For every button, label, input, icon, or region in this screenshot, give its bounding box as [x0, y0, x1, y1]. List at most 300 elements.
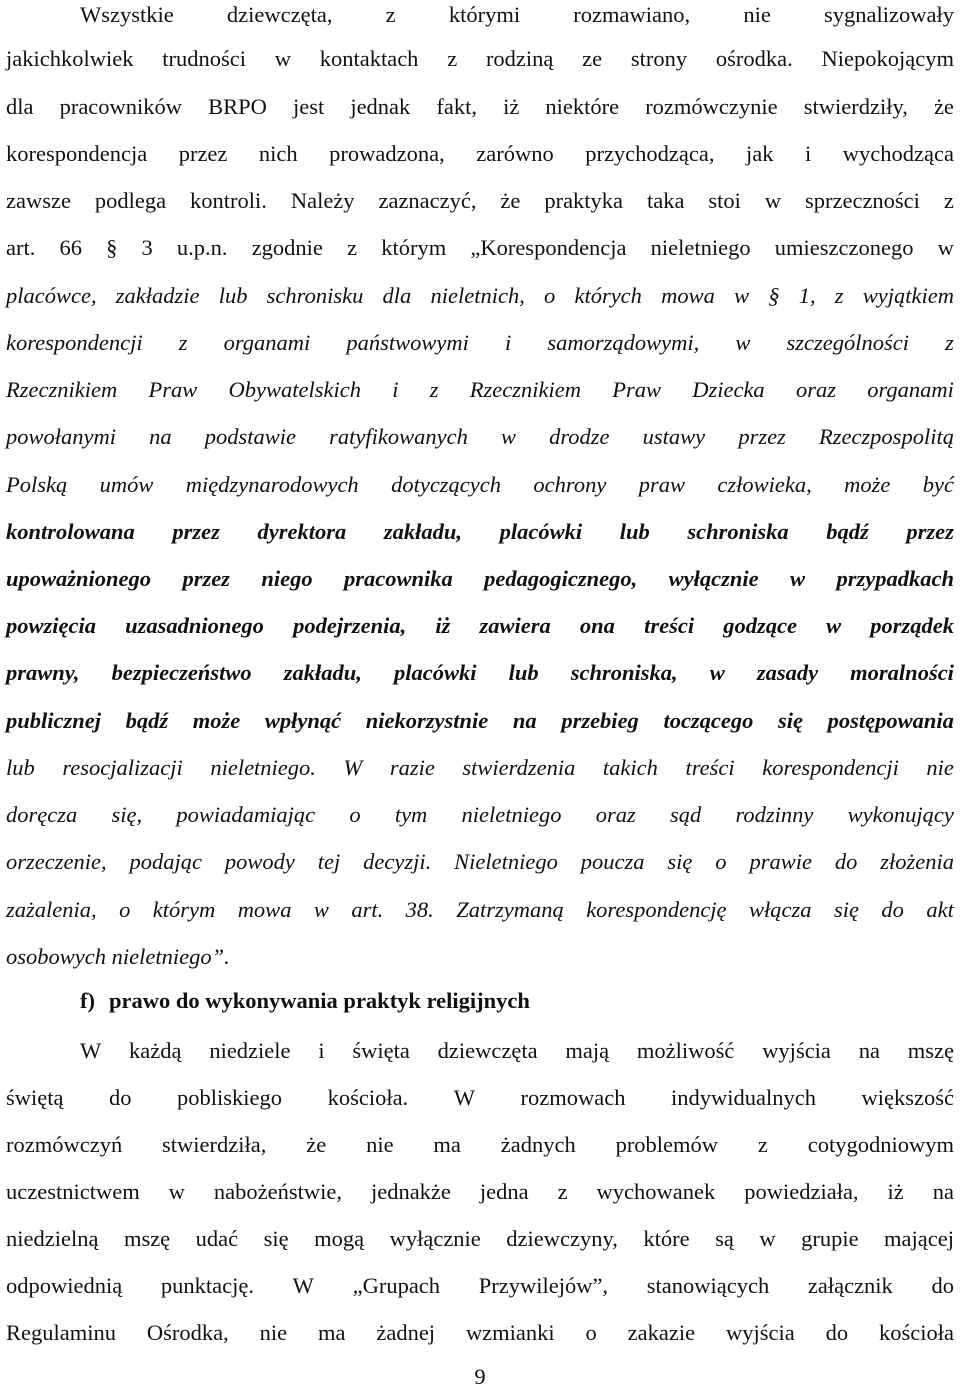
text-run	[6, 895, 954, 925]
word: do	[825, 1320, 849, 1345]
text-line-21	[6, 942, 954, 972]
word: oraz	[595, 802, 636, 827]
word: poucza	[580, 849, 645, 874]
word: nie	[926, 755, 954, 780]
word: lub	[619, 519, 650, 544]
text-line-4	[6, 139, 954, 169]
word: człowieka,	[717, 472, 812, 497]
word: godzące	[723, 613, 797, 638]
word: 38.	[405, 897, 434, 922]
word: każdą	[129, 1038, 182, 1063]
word: „Korespondencja	[470, 235, 627, 260]
word: w	[500, 424, 516, 449]
word: rozmawiano,	[573, 2, 691, 27]
word: pedagogicznego,	[484, 566, 638, 591]
word: umów	[99, 472, 154, 497]
word: Należy	[290, 188, 355, 213]
word: Rzeczpospolitą	[818, 424, 954, 449]
word: powiadamiając	[176, 802, 316, 827]
word: Ośrodka,	[146, 1320, 229, 1345]
text-line-2	[6, 44, 954, 74]
word: Nieletniego	[454, 849, 558, 874]
word: mszę	[907, 1038, 954, 1063]
word: W	[80, 1038, 102, 1063]
word: w	[313, 897, 329, 922]
text-run	[6, 706, 954, 736]
text-run	[6, 281, 954, 311]
text-run	[6, 1130, 954, 1160]
word: jak	[746, 141, 774, 166]
word: niedziele	[209, 1038, 291, 1063]
word: jedna	[479, 1179, 529, 1204]
word: pracownika	[344, 566, 453, 591]
word: kontrolowana	[6, 519, 135, 544]
word: Zatrzymaną	[456, 897, 564, 922]
word: przez	[906, 519, 954, 544]
text-run	[6, 753, 954, 783]
text-run	[6, 517, 954, 547]
word: na	[932, 1179, 954, 1204]
word: fakt,	[436, 94, 477, 119]
word: nie	[743, 2, 771, 27]
word: włącza	[749, 897, 812, 922]
word: treści	[644, 613, 695, 638]
word: Rzecznikiem	[469, 377, 581, 402]
word: w	[734, 283, 750, 308]
word: i	[505, 330, 512, 355]
word: Dziecka	[692, 377, 765, 402]
word: organami	[223, 330, 311, 355]
word: drodze	[549, 424, 610, 449]
word: uzasadnionego	[125, 613, 264, 638]
word: na	[149, 424, 172, 449]
word: kontroli.	[190, 188, 267, 213]
word: tym	[394, 802, 428, 827]
word: którymi	[448, 2, 521, 27]
word: mogą	[314, 1226, 365, 1251]
text-line-20	[6, 895, 954, 925]
word: którym	[152, 897, 216, 922]
word: schronisku	[266, 283, 364, 308]
word: przez	[738, 424, 786, 449]
text-run	[6, 1318, 954, 1348]
word: publicznej	[6, 708, 102, 733]
word: w	[764, 188, 782, 213]
word: ustawy	[642, 424, 706, 449]
word: wpłynąć	[264, 708, 342, 733]
word: mają	[565, 1038, 610, 1063]
word: BRPO	[208, 94, 267, 119]
word: lub	[508, 660, 539, 685]
word: praw	[638, 472, 685, 497]
word: do	[834, 849, 858, 874]
word: dla	[382, 283, 412, 308]
word: w	[274, 46, 291, 71]
word: odpowiednią	[6, 1273, 123, 1298]
text-run	[6, 564, 954, 594]
text-line-15	[6, 658, 954, 688]
word: kościoła.	[327, 1085, 409, 1110]
text-run	[6, 658, 954, 688]
text-run	[6, 470, 954, 500]
text-line-22	[80, 1036, 954, 1066]
text-line-25	[6, 1177, 954, 1207]
word: Rzecznikiem	[6, 377, 118, 402]
word: sygnalizowały	[824, 2, 954, 27]
page-number: 9	[474, 1364, 486, 1389]
word: prawie	[749, 849, 812, 874]
word: dziewczęta,	[226, 2, 333, 27]
word: może	[844, 472, 891, 497]
word: art.	[6, 235, 36, 260]
text-line-18	[6, 800, 954, 830]
word: toczącego	[663, 708, 754, 733]
word: organami	[867, 377, 954, 402]
word: Obywatelskich	[228, 377, 361, 402]
word: bezpieczeństwo	[111, 660, 252, 685]
text-run	[6, 1177, 954, 1207]
word: wyjścia	[762, 1038, 831, 1063]
word: zasady	[756, 660, 819, 685]
word: o	[119, 897, 131, 922]
word: praktyka	[544, 188, 624, 213]
text-run	[6, 611, 954, 641]
word: się	[833, 897, 859, 922]
word: nieletniego	[461, 802, 562, 827]
word: cotygodniowym	[807, 1132, 954, 1157]
word: o	[349, 802, 361, 827]
text-line-8	[6, 328, 954, 358]
word: W	[292, 1273, 314, 1298]
word: przez	[182, 566, 230, 591]
word: nie	[259, 1320, 288, 1345]
word: pracowników	[59, 94, 183, 119]
text-line-10	[6, 422, 954, 452]
word: z	[945, 330, 954, 355]
text-run	[6, 422, 954, 452]
word: prowadzona,	[329, 141, 445, 166]
word: mającej	[884, 1226, 954, 1251]
text-run	[80, 1036, 954, 1066]
word: kontaktach	[319, 46, 419, 71]
text-run	[6, 375, 954, 405]
text-line-5	[6, 186, 954, 216]
word: z	[447, 46, 458, 71]
word: z	[347, 235, 358, 260]
word: ratyfikowanych	[329, 424, 468, 449]
word: nich	[258, 141, 298, 166]
word: na	[512, 708, 537, 733]
word: w	[937, 235, 954, 260]
word: w	[168, 1179, 185, 1204]
text-line-14	[6, 611, 954, 641]
word: wyłącznie	[668, 566, 759, 591]
word: powody	[224, 849, 295, 874]
word: z	[557, 1179, 568, 1204]
word: może	[192, 708, 241, 733]
word: korespondencji	[762, 755, 899, 780]
word: zgodnie	[251, 235, 323, 260]
word: razie	[389, 755, 435, 780]
word: ochrony	[533, 472, 607, 497]
word: iż	[503, 94, 520, 119]
word: doręcza	[6, 802, 78, 827]
word: orzeczenie,	[6, 849, 107, 874]
text-run	[6, 44, 954, 74]
word: podejrzenia,	[293, 613, 407, 638]
word: jest	[292, 94, 325, 119]
word: których	[574, 283, 642, 308]
word: dyrektora	[257, 519, 347, 544]
text-run	[6, 233, 954, 263]
word: postępowania	[827, 708, 954, 733]
word: resocjalizacji	[62, 755, 183, 780]
text-run	[80, 0, 954, 30]
word: rozmówczynie	[645, 94, 778, 119]
word: o	[544, 283, 556, 308]
word: bądź	[826, 519, 869, 544]
text-line-11	[6, 470, 954, 500]
text-line-19	[6, 847, 954, 877]
word: być	[922, 472, 954, 497]
word: trudności	[162, 46, 246, 71]
word: ma	[433, 1132, 461, 1157]
word: nieletniego	[650, 235, 751, 260]
word: i	[805, 141, 812, 166]
word: są	[715, 1226, 734, 1251]
word: możliwość	[636, 1038, 735, 1063]
word: wyjścia	[725, 1320, 795, 1345]
word: się	[778, 708, 804, 733]
word: Praw	[612, 377, 661, 402]
word: kościoła	[878, 1320, 954, 1345]
word: rozmowach	[520, 1085, 626, 1110]
word: dziewczęta	[437, 1038, 538, 1063]
word: ze	[582, 46, 603, 71]
word: wzmianki	[465, 1320, 555, 1345]
word: że	[933, 94, 954, 119]
word: Praw	[148, 377, 198, 402]
word: które	[643, 1226, 690, 1251]
word: wyjątkiem	[862, 283, 954, 308]
text-line-3	[6, 92, 954, 122]
word: lub	[6, 755, 35, 780]
word: w	[735, 330, 751, 355]
word: się	[263, 1226, 289, 1251]
word: zarówno	[476, 141, 554, 166]
word: W	[453, 1085, 475, 1110]
word: 66	[59, 235, 82, 260]
word: mowa	[661, 283, 715, 308]
word: przez	[172, 519, 220, 544]
text-line-28	[6, 1318, 954, 1348]
word: stwierdziła,	[162, 1132, 267, 1157]
word: przychodząca,	[585, 141, 715, 166]
text-line-6	[6, 233, 954, 263]
word: się,	[111, 802, 143, 827]
word: udać	[195, 1226, 239, 1251]
word: stwierdzenia	[462, 755, 576, 780]
word: mowa	[237, 897, 292, 922]
word: akt	[926, 897, 954, 922]
word: państwowymi	[346, 330, 469, 355]
word: międzynarodowych	[185, 472, 359, 497]
text-run	[6, 92, 954, 122]
word: żadnych	[500, 1132, 576, 1157]
word: powzięcia	[6, 613, 96, 638]
word: problemów	[615, 1132, 719, 1157]
word: zażalenia,	[6, 897, 97, 922]
word: do	[881, 897, 904, 922]
text-run: osobowych nieletniego”.	[6, 944, 230, 969]
word: stanowiących	[646, 1273, 770, 1298]
word: nabożeństwie,	[213, 1179, 342, 1204]
word: art.	[351, 897, 384, 922]
word: którym	[381, 235, 447, 260]
word: pobliskiego	[177, 1085, 283, 1110]
word: przypadkach	[836, 566, 954, 591]
word: tej	[317, 849, 341, 874]
word: iż	[435, 613, 451, 638]
word: zakładzie	[115, 283, 200, 308]
word: Wszystkie	[80, 2, 174, 27]
word: zakazie	[627, 1320, 696, 1345]
word: zakładu,	[383, 519, 463, 544]
word: ma	[317, 1320, 346, 1345]
word: święta	[352, 1038, 410, 1063]
word: o	[715, 849, 727, 874]
word: grupie	[801, 1226, 859, 1251]
text-line-13	[6, 564, 954, 594]
word: mszę	[123, 1226, 171, 1251]
word: z	[385, 2, 396, 27]
text-run	[6, 139, 954, 169]
heading-text: prawo do wykonywania praktyk religijnych	[109, 988, 530, 1013]
word: iż	[887, 1179, 904, 1204]
word: schroniska	[687, 519, 789, 544]
word: takich	[602, 755, 658, 780]
word: korespondencję	[586, 897, 727, 922]
text-line-17	[6, 753, 954, 783]
word: sprzeczności	[804, 188, 920, 213]
text-line-24	[6, 1130, 954, 1160]
word: oraz	[795, 377, 836, 402]
word: z	[429, 377, 439, 402]
word: prawny,	[6, 660, 80, 685]
word: z	[834, 283, 844, 308]
word: z	[943, 188, 954, 213]
word: z	[757, 1132, 768, 1157]
word: żadnej	[376, 1320, 436, 1345]
word: zaznaczyć,	[378, 188, 477, 213]
word: 1,	[798, 283, 816, 308]
word: §	[768, 283, 780, 308]
word: upoważnionego	[6, 566, 152, 591]
word: placówce,	[6, 283, 97, 308]
word: nie	[366, 1132, 394, 1157]
word: §	[106, 235, 118, 260]
word: i	[392, 377, 399, 402]
word: sąd	[670, 802, 702, 827]
word: dziewczyny,	[506, 1226, 618, 1251]
word: korespondencji	[6, 330, 143, 355]
word: powiedziała,	[744, 1179, 859, 1204]
word: 3	[141, 235, 153, 260]
word: nieletnich,	[430, 283, 525, 308]
word: na	[858, 1038, 880, 1063]
word: przez	[178, 141, 228, 166]
word: jednakże	[370, 1179, 451, 1204]
word: ona	[579, 613, 615, 638]
text-run	[6, 800, 954, 830]
word: zakładu,	[283, 660, 362, 685]
text-line-7	[6, 281, 954, 311]
word: w	[826, 613, 842, 638]
word: indywidualnych	[670, 1085, 816, 1110]
word: się	[667, 849, 693, 874]
word: umieszczonego	[774, 235, 914, 260]
word: strony	[630, 46, 688, 71]
text-line-1	[80, 0, 954, 30]
word: załącznik	[807, 1273, 893, 1298]
text-line-23	[6, 1083, 954, 1113]
word: bądź	[125, 708, 169, 733]
word: jednak	[350, 94, 411, 119]
word: o	[585, 1320, 597, 1345]
word: zawiera	[479, 613, 551, 638]
word: stoi	[708, 188, 741, 213]
word: Regulaminu	[6, 1320, 116, 1345]
word: podstawie	[204, 424, 297, 449]
word: schroniska,	[570, 660, 678, 685]
word: samorządowymi,	[547, 330, 700, 355]
text-run	[6, 1224, 954, 1254]
word: lub	[218, 283, 248, 308]
word: porządek	[870, 613, 954, 638]
text-line-12	[6, 517, 954, 547]
word: uczestnictwem	[6, 1179, 140, 1204]
word: u.p.n.	[176, 235, 228, 260]
word: że	[500, 188, 521, 213]
word: szczególności	[786, 330, 910, 355]
word: treści	[685, 755, 735, 780]
word: Niepokojącym	[821, 46, 954, 71]
word: punktację.	[160, 1273, 254, 1298]
word: że	[306, 1132, 327, 1157]
word: taka	[646, 188, 685, 213]
word: z	[178, 330, 188, 355]
word: stwierdziły,	[803, 94, 908, 119]
word: jakichkolwiek	[6, 46, 134, 71]
word: wykonujący	[847, 802, 954, 827]
text-line-16	[6, 706, 954, 736]
word: rodzinny	[735, 802, 814, 827]
word: W	[343, 755, 363, 780]
word: rodziną	[485, 46, 554, 71]
word: podlega	[94, 188, 167, 213]
word: złożenia	[880, 849, 954, 874]
word: decyzji.	[363, 849, 432, 874]
word: wychowanek	[596, 1179, 716, 1204]
word: niego	[261, 566, 313, 591]
word: świętą	[6, 1085, 64, 1110]
word: niedzielną	[6, 1226, 99, 1251]
word: powołanymi	[6, 424, 116, 449]
word: ośrodka.	[715, 46, 793, 71]
word: do	[931, 1273, 954, 1298]
word: dla	[6, 94, 34, 119]
word: placówki	[499, 519, 583, 544]
